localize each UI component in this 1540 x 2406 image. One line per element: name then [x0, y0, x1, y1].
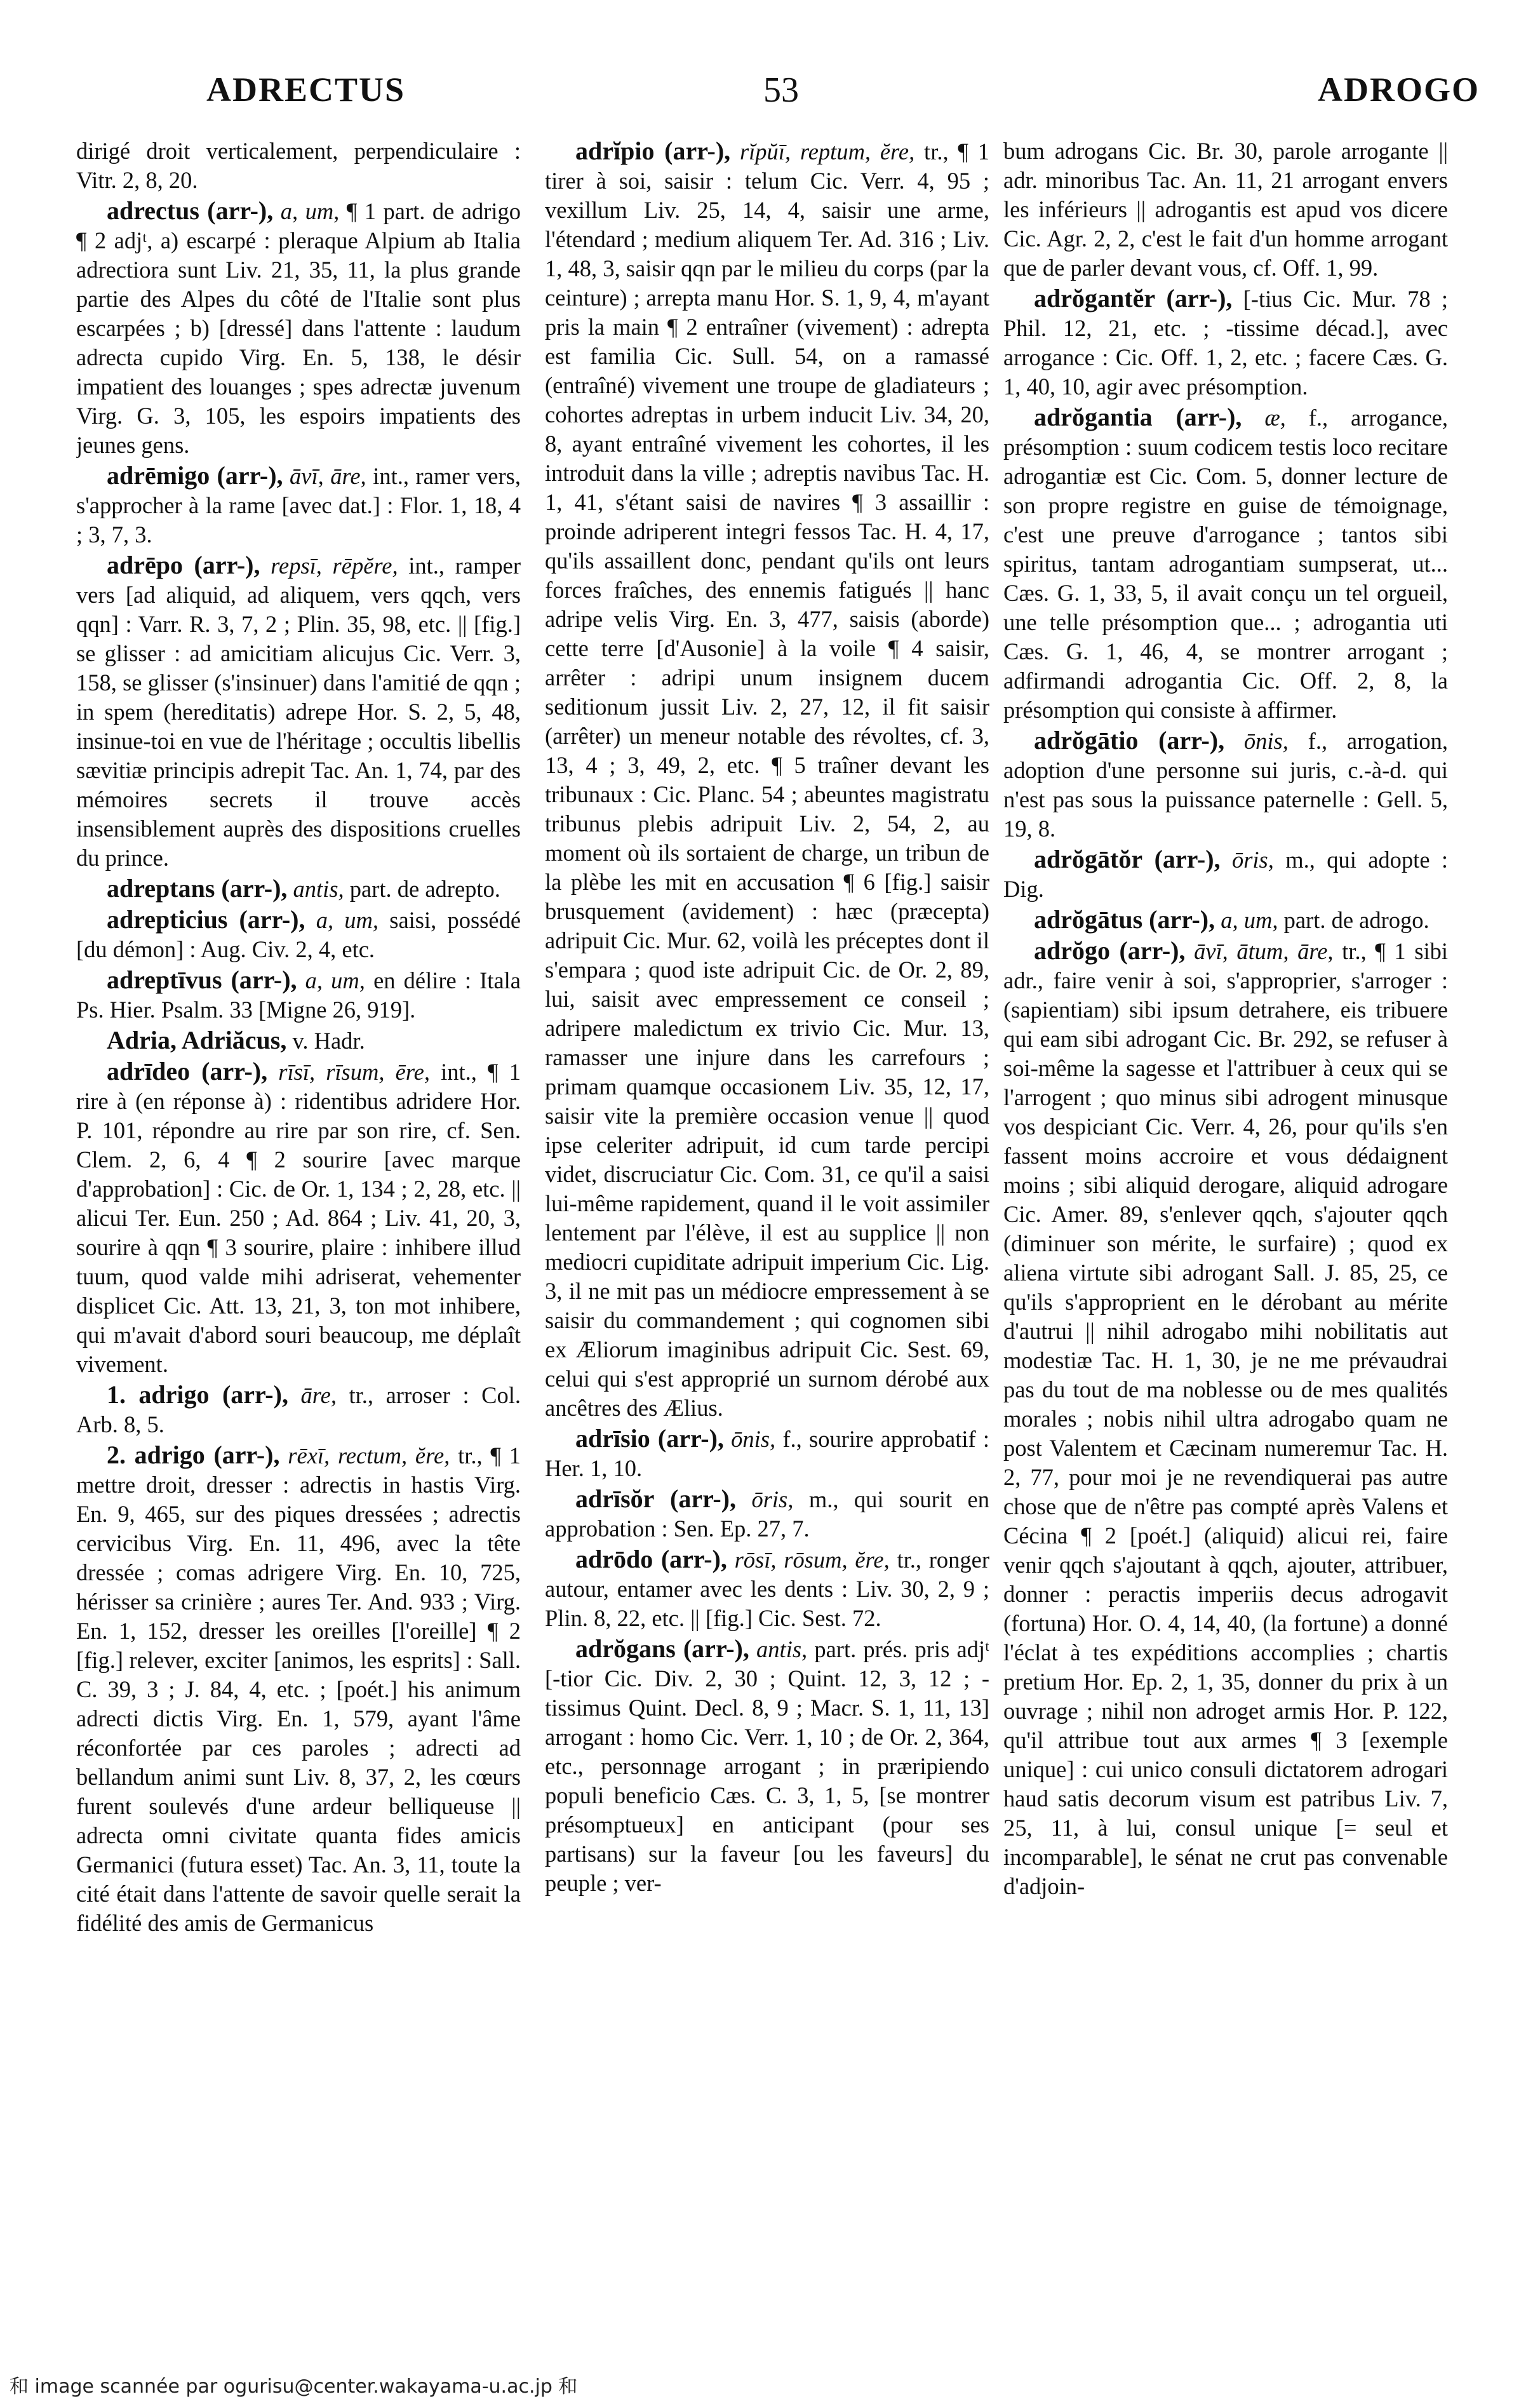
headword: adrŏgantĕr (arr-), [1034, 284, 1233, 313]
definition-text: int., ramper vers [ad aliquid, ad aliquem, vers qqch, vers qqn] : Varr. R. 3, 7, 2 ; Plin. 35, 98, etc. || [fig.] se glisser : ad amicitiam alicujus Cic. Verr. 3, 158, se glisser (s'insinuer) dans l'amitié de qqn ; in spem (hereditatis) adrepe Hor. S. 2, 5, 48, insinue-toi en vue de l'héritage ; occultis libellis sævitiæ principis adrepit Tac. An. 1, 74, par des mémoires secrets il trouve accès insensiblement auprès des dispositions cruelles du prince. [76, 553, 521, 871]
dictionary-entry [76, 1441, 521, 1938]
definition-text: bum adrogans Cic. Br. 30, parole arrogante || adr. minoribus Tac. An. 11, 21 arrogant envers les inférieurs || adrogantis est apud vos dicere Cic. Agr. 2, 2, c'est le fait d'un homme arrogant que de parler devant vous, cf. Off. 1, 99. [1003, 138, 1448, 281]
headword: 1. adrigo (arr-), [107, 1380, 288, 1409]
dictionary-entry [76, 1057, 521, 1379]
dictionary-entry [76, 551, 521, 873]
definition-text: [-tius Cic. Mur. 78 ; Phil. 12, 21, etc. ; -tissime décad.], avec arrogance : Cic. Off. 1, 2, etc. ; facere Cæs. G. 1, 40, 10, agir avec présomption. [1003, 286, 1448, 400]
definition-text: int., ramer vers, s'approcher à la rame [avec dat.] : Flor. 1, 18, 4 ; 3, 7, 3. [76, 463, 521, 548]
grammar-forms: ōnis, [731, 1426, 776, 1452]
headword: adrŏgātus (arr-), [1034, 905, 1215, 934]
page-header [83, 64, 1480, 121]
grammar-forms: antis, [293, 876, 344, 902]
headword: adrĭpio (arr-), [575, 137, 731, 165]
headword: adrōdo (arr-), [575, 1545, 727, 1573]
definition-text: v. Hadr. [292, 1028, 365, 1054]
headword: adreptīvus (arr-), [107, 965, 297, 994]
grammar-forms: ōris, [751, 1486, 794, 1512]
definition-text: part. de adrogo. [1283, 907, 1430, 933]
grammar-forms: rōsī, rōsum, ĕre, [734, 1547, 890, 1573]
column-1 [76, 137, 521, 2277]
headword: adrīsŏr (arr-), [575, 1484, 737, 1513]
grammar-forms: āvī, ātum, āre, [1194, 938, 1334, 964]
headword: adrepticius (arr-), [107, 905, 305, 934]
dictionary-entry [76, 905, 521, 964]
headword: 2. adrigo (arr-), [107, 1441, 280, 1469]
definition-text: f., arrogance, présomption : suum codicem testis loco recitare adrogantiæ est Cic. Com. 5, donner lecture de son propre registre en guise de témoignage, c'est une preuve d'arrogance ; tantos sibi spiritus, tantam adrogantiam sumpserat, ut... Cæs. G. 1, 33, 5, il avait conçu un tel orgueil, une telle présomption que... ; adrogantia uti Cæs. G. 1, 46, 4, se montrer arrogant ; adfirmandi adrogantia Cic. Off. 2, 8, la présomption qui consiste à affirmer. [1003, 405, 1448, 723]
headword: adrŏgātŏr (arr-), [1034, 845, 1221, 873]
headword: adrŏgans (arr-), [575, 1634, 749, 1663]
dictionary-entry [1003, 726, 1448, 843]
grammar-forms: a, um, [305, 967, 365, 993]
definition-text: m., qui sourit en approbation : Sen. Ep. 27, 7. [545, 1486, 989, 1542]
grammar-forms: āre, [300, 1382, 337, 1408]
grammar-forms: a, um, [1221, 907, 1278, 933]
dictionary-entry [1003, 936, 1448, 1901]
dictionary-entry [545, 1634, 989, 1898]
scan-credit: 和 image scannée par ogurisu@center.wakayama-u.ac.jp 和 [10, 2376, 578, 2398]
dictionary-entry [545, 1545, 989, 1633]
grammar-forms: æ, [1264, 405, 1286, 431]
dictionary-entry [76, 137, 521, 195]
definition-text: part. de adrepto. [349, 876, 500, 902]
grammar-forms: rēxī, rectum, ĕre, [288, 1442, 450, 1468]
definition-text: ¶ 1 part. de adrigo ¶ 2 adjᵗ, a) escarpé : pleraque Alpium ab Italia adrectiora sunt Liv. 21, 35, 11, la plus grande partie des Alpes du côté de l'Italie sont plus escarpées ; b) [dressé] dans l'attente : laudum adrecta cupido Virg. En. 5, 138, le désir impatient des louanges ; spes adrectæ juvenum Virg. G. 3, 105, les espoirs impatients des jeunes gens. [76, 198, 521, 458]
page-number: 53 [763, 71, 799, 110]
dictionary-entry [76, 874, 521, 904]
headword: adrēpo (arr-), [107, 551, 260, 579]
column-2 [545, 137, 989, 2277]
definition-text: dirigé droit verticalement, perpendiculaire : Vitr. 2, 8, 20. [76, 138, 521, 193]
headword: adrīsio (arr-), [575, 1424, 724, 1453]
dictionary-entry [1003, 284, 1448, 401]
dictionary-entry [1003, 137, 1448, 283]
headword: adreptans (arr-), [107, 874, 288, 903]
definition-text: f., sourire approbatif : Her. 1, 10. [545, 1426, 989, 1481]
headword: Adria, Adriăcus, [107, 1026, 287, 1054]
dictionary-entry [1003, 845, 1448, 904]
grammar-forms: rīsī, rīsum, ēre, [278, 1059, 430, 1085]
grammar-forms: a, um, [280, 198, 340, 224]
grammar-forms: antis, [756, 1636, 808, 1662]
definition-text: int., ¶ 1 rire à (en réponse à) : ridentibus adridere Hor. P. 101, répondre au rire par son rire, cf. Sen. Clem. 2, 6, 4 ¶ 2 sourire [avec marque d'approbation] : Cic. de Or. 1, 134 ; 2, 28, etc. || alicui Ter. Eun. 250 ; Ad. 864 ; Liv. 41, 20, 3, sourire à qqn ¶ 3 sourire, plaire : inhibere illud tuum, quod valde mihi adriserat, vehementer displicet Cic. Att. 13, 21, 3, ton mot inhibere, qui m'avait d'abord souri beaucoup, me déplaît vivement. [76, 1059, 521, 1377]
dictionary-entry [76, 461, 521, 549]
headword: adrŏgātio (arr-), [1034, 726, 1225, 755]
definition-text: f., arrogation, adoption d'une personne sui juris, c.-à-d. qui n'est pas sous la puissance paternelle : Gell. 5, 19, 8. [1003, 728, 1448, 842]
definition-text: tr., ronger autour, entamer avec les dents : Liv. 30, 2, 9 ; Plin. 8, 22, etc. || [fig.] Cic. Sest. 72. [545, 1547, 989, 1631]
dictionary-entry [545, 1424, 989, 1483]
definition-text: tr., ¶ 1 tirer à soi, saisir : telum Cic. Verr. 4, 95 ; vexillum Liv. 25, 14, 4, saisir une arme, l'étendard ; medium aliquem Ter. Ad. 316 ; Liv. 1, 48, 3, saisir qqn par le milieu du corps (par la ceinture) ; arrepta manu Hor. S. 1, 9, 4, m'ayant pris la main ¶ 2 entraîner (vivement) : adrepta est familia Cic. Sull. 54, on a ramassé (entraîné) vivement une troupe de gladiateurs ; cohortes adreptas in urbem inducit Liv. 34, 20, 8, ayant entraîné vivement les cohortes, il les introduit dans la ville ; adreptis navibus Tac. H. 1, 41, s'étant saisi de navires ¶ 3 assaillir : proinde adriperent integri fessos Tac. H. 4, 17, qu'ils assaillent donc, pendant qu'ils ont leurs forces fraîches, des ennemis fatigués || hanc adripe velis Virg. En. 3, 477, saisis (aborde) cette terre [d'Ausonie] à la voile ¶ 4 saisir, arrêter : adripi unum insignem ducem seditionum jussit Liv. 2, 27, 12, il fit saisir (arrêter) un meneur notable des révoltes, cf. 3, 13, 4 ; 3, 49, 2, etc. ¶ 5 traîner devant les tribunaux : Cic. Planc. 54 ; abeuntes magistratu tribunus plebis adripuit Liv. 2, 54, 2, au moment où ils sortaient de charge, un tribun de la plèbe les mit en accusation ¶ 6 [fig.] saisir brusquement (avidement) : hæc (præcepta) adripuit Cic. Mur. 62, voilà les préceptes dont il s'empara ; quod iste adripuit Cic. de Or. 2, 89, lui, saisit avec empressement ce conseil ; adripere maledictum ex trivio Cic. Mur. 13, ramasser une injure dans les carrefours ; primam quamque occasionem Liv. 35, 12, 17, saisir vite la première occasion venue || quod ipse celeriter adripuit, id cum tarde percipi videt, discruciatur Cic. Com. 31, ce qu'il a saisi lui-même rapidement, quand il le voit assimiler lentement par l'élève, il est au supplice || non mediocri cupiditate adripuit imperium Cic. Lig. 3, il ne mit pas un médiocre empressement à se saisir du commandement ; qui cognomen sibi ex Æliorum imaginibus adripuit Cic. Sest. 69, celui qui s'est approprié un surnom dérobé aux ancêtres des Ælius. [545, 138, 989, 1421]
grammar-forms: āvī, āre, [290, 463, 366, 489]
dictionary-entry [545, 137, 989, 1423]
right-guide-word: ADROGO [1318, 71, 1480, 109]
definition-text: tr., arroser : Col. Arb. 8, 5. [76, 1382, 521, 1437]
dictionary-entry [76, 1026, 521, 1056]
dictionary-entry [76, 1380, 521, 1439]
grammar-forms: a, um, [316, 907, 379, 933]
definition-text: tr., ¶ 1 mettre droit, dresser : adrectis in hastis Virg. En. 9, 465, sur des piques dressées ; adrectis cervicibus Virg. En. 11, 496, avec la tête dressée ; comas adrigere Virg. En. 10, 725, hérisser sa crinière ; aures Ter. And. 933 ; Virg. En. 1, 152, dresser les oreilles [l'oreille] ¶ 2 [fig.] relever, exciter [animos, les esprits] : Sall. C. 39, 3 ; J. 84, 4, etc. ; [poét.] his animum adrecti dictis Virg. En. 1, 579, ayant l'âme réconfortée par ces paroles ; adrecti ad bellandum animi sunt Liv. 8, 37, 2, les cœurs furent soulevés d'une ardeur belliqueuse || adrecta omni civitate quanta fides amicis Germanici (futura esset) Tac. An. 3, 11, toute la cité était dans l'attente de savoir quelle serait la fidélité des amis de Germanicus [76, 1442, 521, 1936]
headword: adrēmigo (arr-), [107, 461, 283, 490]
definition-text: tr., ¶ 1 sibi adr., faire venir à soi, s'approprier, s'arroger : (sapientiam) sibi ipsum detrahere, eis tribuere qui eam sibi adrogant Cic. Br. 292, se refuser à soi-même la sagesse et l'attribuer à ceux qui se l'arrogent ; quo minus sibi adrogent minusque vos despiciant Cic. Verr. 4, 26, pour qu'ils s'en fassent moins accroire et vous dédaignent moins ; sibi aliquid derogare, aliquid adrogare Cic. Amer. 89, s'enlever qqch, s'ajouter qqch (diminuer son mérite, le surfaire) ; quod ex aliena virtute sibi adrogant Sall. J. 85, 25, ce qu'ils s'approprient en le dérobant au mérite d'autrui || nihil adrogabo mihi nobilitatis aut modestiæ Tac. H. 1, 30, je ne me prévaudrai pas du tout de ma noblesse ou de mes qualités morales ; nobis nihil ultra adrogabo quam ne post Valentem et Cæcinam numeremur Tac. H. 2, 77, pour moi je ne revendiquerai pas autre chose que de n'être pas compté après Valens et Cécina ¶ 2 [poét.] (aliquid) alicui rei, faire venir qqch s'ajoutant à qqch, ajouter, attribuer, donner : peractis imperiis decus adrogavit (fortuna) Hor. O. 4, 14, 40, (la fortune) a donné l'éclat à tes expéditions accomplies ; chartis pretium Hor. Ep. 2, 1, 35, donner du prix à un ouvrage ; nihil non adroget armis Hor. P. 122, qu'il attribue tout aux armes ¶ 3 [exemple unique] : cui unico consuli dictatorem adrogari haud satis decorum visum est patribus Liv. 7, 25, 11, à lui, consul unique [= seul et incomparable], le sénat ne crut pas convenable d'adjoin- [1003, 938, 1448, 1899]
headword: adrŏgo (arr-), [1034, 936, 1186, 965]
dictionary-entry [1003, 403, 1448, 725]
left-guide-word: ADRECTUS [206, 71, 406, 109]
headword: adrectus (arr-), [107, 196, 274, 225]
grammar-forms: ōris, [1231, 847, 1274, 873]
definition-text: saisi, possédé [du démon] : Aug. Civ. 2, 4, etc. [76, 907, 521, 962]
grammar-forms: rĭpŭī, reptum, ĕre, [739, 138, 915, 165]
dictionary-entry [545, 1484, 989, 1543]
column-3 [1003, 137, 1448, 2277]
grammar-forms: ōnis, [1243, 728, 1289, 754]
headword: adrīdeo (arr-), [107, 1057, 268, 1085]
dictionary-entry [76, 965, 521, 1025]
definition-text: m., qui adopte : Dig. [1003, 847, 1448, 902]
grammar-forms: repsī, rēpĕre, [271, 553, 398, 579]
dictionary-entry [1003, 905, 1448, 935]
dictionary-entry [76, 196, 521, 460]
headword: adrŏgantia (arr-), [1034, 403, 1242, 431]
definition-text: en délire : Itala Ps. Hier. Psalm. 33 [Migne 26, 919]. [76, 967, 521, 1023]
definition-text: part. prés. pris adjᵗ [-tior Cic. Div. 2, 30 ; Quint. 12, 3, 12 ; -tissimus Quint. Decl. 8, 9 ; Macr. S. 1, 11, 13] arrogant : homo Cic. Verr. 1, 10 ; de Or. 2, 364, etc., personnage arrogant ; in præripiendo populi beneficio Cæs. C. 3, 1, 5, [se montrer présomptueux] en anticipant (pour ses partisans) sur la faveur [ou les faveurs] du peuple ; ver- [545, 1636, 989, 1896]
